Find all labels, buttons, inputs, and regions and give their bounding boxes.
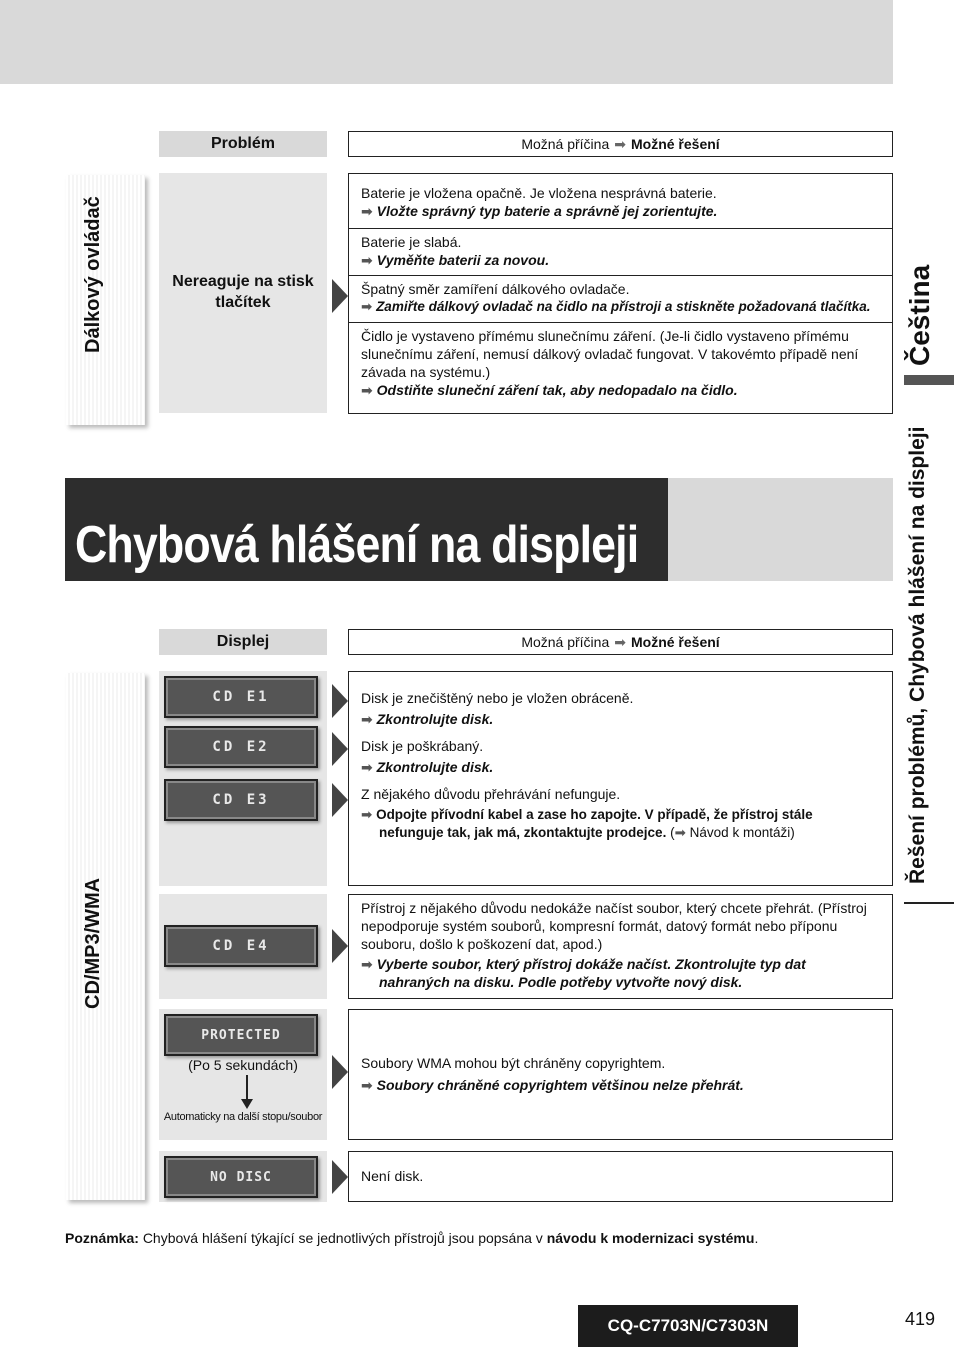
top-banner [0, 0, 893, 84]
lcd-display-cd-e4 [164, 925, 318, 967]
problem-cell [159, 173, 327, 413]
cause-text: Baterie je vložena opačně. Je vložena nesprávná baterie. [361, 185, 717, 201]
remote-solutions-box [348, 173, 893, 414]
error-solutions-box-4 [348, 1151, 893, 1202]
pointer-arrow-icon [332, 1055, 348, 1089]
arrow-icon: ➡ [361, 759, 377, 775]
arrow-icon: ➡ [361, 711, 377, 727]
language-marker [904, 375, 954, 385]
solution-row [349, 275, 892, 316]
arrow-icon: ➡ [361, 203, 377, 219]
pointer-arrow-icon [332, 279, 348, 313]
cause-label: Možná příčina [521, 136, 610, 152]
lcd-display-cd-e1 [164, 676, 318, 718]
column-header-cause [348, 629, 893, 655]
solution-row [349, 689, 892, 728]
section-tab-cd [66, 673, 145, 1200]
arrow-icon: ➡ [361, 807, 377, 822]
fix-text: Vložte správný typ baterie a správně jej zorientujte. [376, 203, 718, 219]
pointer-arrow-icon [332, 732, 348, 766]
page-title: Chybová hlášení na displeji [75, 516, 639, 574]
solution-row [349, 899, 892, 991]
solution-label: Možné řešení [630, 136, 720, 152]
solution-row [349, 322, 892, 399]
error-solutions-box-1 [348, 671, 893, 886]
solution-label: Možné řešení [630, 634, 720, 650]
section-side-label: Řešení problémů, Chybová hlášení na displeji [906, 426, 929, 884]
arrow-icon: ➡ [614, 633, 626, 650]
arrow-icon: ➡ [361, 382, 377, 398]
lcd-text: CD E3 [212, 792, 270, 808]
arrow-icon: ➡ [361, 299, 377, 314]
note-label: Poznámka: [65, 1230, 139, 1246]
arrow-icon: ➡ [361, 252, 377, 268]
error-solutions-box-2 [348, 894, 893, 999]
column-header-display [159, 629, 327, 655]
arrow-icon: ➡ [361, 956, 377, 972]
column-header-problem [159, 131, 327, 157]
auto-next-text: Automaticky na další stopu/soubor [163, 1111, 323, 1123]
column-header-problem-text: Problém [210, 135, 275, 152]
lcd-display-cd-e2 [164, 726, 318, 768]
lcd-text: CD E1 [212, 689, 270, 705]
section-label-cd: CD/MP3/WMA [82, 877, 104, 1009]
solution-row [349, 737, 892, 776]
fix-text: Odstiňte sluneční záření tak, aby nedopadalo na čidlo. [376, 382, 738, 398]
column-header-cause [348, 131, 893, 157]
lcd-display-cd-e3 [164, 779, 318, 821]
pointer-arrow-icon [332, 929, 348, 963]
fix-text: Zkontrolujte disk. [376, 759, 494, 775]
solution-row [349, 1167, 892, 1185]
solution-row [349, 184, 892, 220]
pointer-arrow-icon [332, 1160, 348, 1194]
lcd-text: PROTECTED [201, 1027, 281, 1043]
column-header-display-text: Displej [216, 633, 270, 650]
solution-row [349, 1054, 892, 1094]
side-divider [904, 902, 954, 904]
reference-text: Návod k montáži [689, 825, 791, 840]
lcd-text: CD E2 [212, 739, 270, 755]
error-solutions-box-3 [348, 1009, 893, 1140]
note-emphasis: návodu k modernizaci systému [546, 1230, 755, 1246]
footnote [65, 1230, 893, 1246]
pointer-arrow-icon [332, 684, 348, 718]
pointer-arrow-icon [332, 783, 348, 817]
cause-text: Disk je znečištěný nebo je vložen obráceně. [361, 690, 634, 706]
solution-row [349, 228, 892, 269]
cause-text: Čidlo je vystaveno přímému slunečnímu záření. (Je-li čidlo vystaveno přímému slunečnímu záření, nemusí dálkový ovladač fungovat. V takovémto případě není závada na systému.) [361, 328, 859, 380]
fix-text: Zkontrolujte disk. [376, 711, 494, 727]
lcd-text: NO DISC [210, 1169, 272, 1185]
lcd-display-protected [164, 1014, 318, 1056]
down-arrow-icon [241, 1099, 253, 1109]
fix-text: Vyberte soubor, který přístroj dokáže načíst. Zkontrolujte typ dat nahraných na disku. Podle potřeby vytvořte nový disk. [376, 956, 806, 990]
solution-row: Z nějakého důvodu přehrávání nefunguje. ➡ Odpojte přívodní kabel a zase ho zapojte. V případě, že přístroj stále nefunguje tak, jak má, zkontaktujte prodejce. (➡ Návod k montáži) [349, 785, 892, 842]
delay-text: (Po 5 sekundách) [188, 1057, 298, 1073]
lcd-text: CD E4 [212, 938, 270, 954]
cause-label: Možná příčina [521, 634, 610, 650]
model-badge: CQ-C7703N/C7303N [578, 1305, 798, 1347]
cause-text: Přístroj z nějakého důvodu nedokáže načíst soubor, který chcete přehrát. (Přístroj nepodporuje systém souborů, kompresní formát, datový formát nebo příponu souboru, došlo k poškození dat, apod.) [361, 900, 867, 952]
cause-text: Z nějakého důvodu přehrávání nefunguje. [361, 786, 621, 802]
note-end: . [754, 1230, 759, 1246]
fix-text: Soubory chráněné copyrightem většinou nelze přehrát. [376, 1077, 744, 1093]
language-label: Čeština [904, 264, 935, 366]
arrow-icon: ➡ [361, 1077, 377, 1093]
cause-text: Disk je poškrábaný. [361, 738, 484, 754]
fix-text: Odpojte přívodní kabel a zase ho zapojte. V případě, že přístroj stále nefunguje tak, jak má, zkontaktujte prodejce. [376, 807, 813, 840]
page-number: 419 [905, 1309, 936, 1329]
arrow-icon: ➡ [614, 135, 626, 152]
cause-text: Špatný směr zamíření dálkového ovladače. [361, 281, 630, 297]
arrow-icon: ➡ [674, 825, 686, 840]
cause-text: Soubory WMA mohou být chráněny copyrightem. [361, 1055, 666, 1071]
fix-text: Vyměňte baterii za novou. [376, 252, 550, 268]
section-label-remote: Dálkový ovládač [82, 196, 104, 353]
down-arrow-shaft [246, 1075, 248, 1101]
problem-text: Nereaguje na stisk tlačítek [172, 273, 314, 311]
cause-text: Baterie je slabá. [361, 234, 462, 250]
cause-text: Není disk. [361, 1168, 424, 1184]
section-tab-remote [66, 175, 145, 425]
fix-text: Zamiřte dálkový ovladač na čidlo na přístroji a stiskněte požadovaná tlačítka. [376, 299, 871, 314]
note-text: Chybová hlášení týkající se jednotlivých přístrojů jsou popsána v [142, 1230, 543, 1246]
lcd-display-no-disc [164, 1156, 318, 1198]
